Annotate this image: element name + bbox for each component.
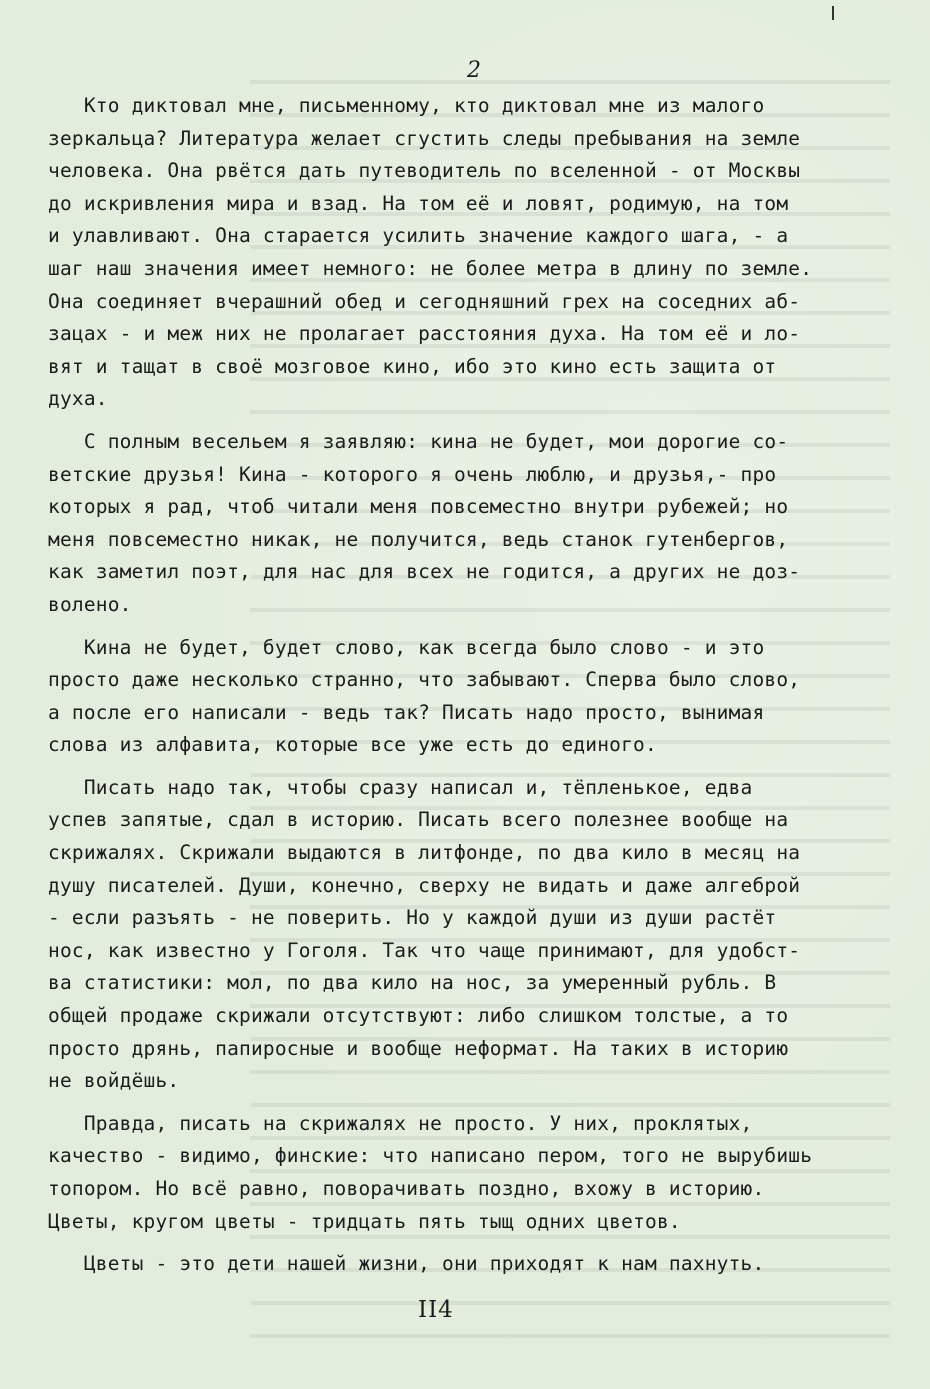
text-line: слова из алфавита, которые все уже есть до единого. (48, 733, 657, 757)
paragraph-5 (48, 1108, 898, 1238)
paragraph-1 (48, 90, 898, 416)
paragraph-6 (48, 1248, 898, 1281)
text-line: которых я рад, чтоб читали меня повсеместно внутри рубежей; но (48, 495, 789, 519)
text-line: нос, как известно у Гоголя. Так что чаще принимают, для удобст- (48, 938, 801, 962)
paragraph-3 (48, 632, 898, 762)
text-line: волено. (48, 592, 132, 616)
text-line: зацах - и меж них не пролагает расстояния духа. На том её и ло- (48, 322, 801, 346)
paragraph-2 (48, 426, 898, 622)
text-line: и улавливают. Она старается усилить значение каждого шага, - а (48, 224, 789, 248)
text-line: меня повсеместно никак, не получится, ведь станок гутенбергов, (48, 527, 789, 551)
text-line: а после его написали - ведь так? Писать надо просто, вынимая (48, 700, 765, 724)
page-number-top: 2 (467, 58, 481, 83)
text-line: скрижалях. Скрижали выдаются в литфонде, по два кило в месяц на (48, 841, 801, 865)
text-line: шаг наш значения имеет немного: не более метра в длину по земле. (48, 256, 813, 280)
text-line: качество - видимо, финские: что написано пером, того не вырубишь (48, 1144, 813, 1168)
text-line: просто дрянь, папиросные и вообще неформат. На таких в историю (48, 1036, 789, 1060)
text-line: Кто диктовал мне, письменному, кто диктовал мне из малого (48, 94, 765, 117)
text-line: Она соединяет вчерашний обед и сегодняшний грех на соседних аб- (48, 289, 801, 313)
text-line: душу писателей. Души, конечно, сверху не видать и даже алгеброй (48, 873, 801, 897)
page-number-bottom: II4 (418, 1297, 454, 1323)
text-line: Цветы, кругом цветы - тридцать пять тыщ одних цветов. (48, 1209, 681, 1233)
text-line: ва статистики: мол, по два кило на нос, за умеренный рубль. В (48, 971, 777, 995)
text-line: до искривления мира и взад. На том её и ловят, родимую, на том (48, 191, 789, 215)
text-line: человека. Она рвётся дать путеводитель по вселенной - от Москвы (48, 159, 801, 183)
text-line: вят и тащат в своё мозговое кино, ибо это кино есть защита от (48, 354, 777, 378)
text-line: просто даже несколько странно, что забывают. Сперва было слово, (48, 668, 801, 692)
text-line: не войдёшь. (48, 1069, 180, 1093)
text-line: - если разъять - не поверить. Но у каждой души из души растёт (48, 906, 777, 930)
text-line: общей продаже скрижали отсутствуют: либо слишком толстые, а то (48, 1004, 789, 1028)
text-line: топором. Но всё равно, поворачивать поздно, вхожу в историю. (48, 1177, 765, 1200)
text-line: С полным весельем я заявляю: кина не будет, мои дорогие со- (48, 429, 789, 453)
text-line: успев запятые, сдал в историю. Писать всего полезнее вообще на (48, 808, 789, 832)
text-line: ветские друзья! Кина - которого я очень люблю, и друзья,- про (48, 462, 777, 486)
margin-mark (832, 6, 834, 20)
text-line: Цветы - это дети нашей жизни, они приходят к нам пахнуть. (48, 1252, 765, 1276)
paragraph-4 (48, 772, 898, 1098)
text-line: Кина не будет, будет слово, как всегда было слово - и это (48, 635, 765, 659)
body-text (48, 90, 898, 1291)
text-line: духа. (48, 387, 108, 411)
text-line: как заметил поэт, для нас для всех не годится, а других не доз- (48, 560, 801, 584)
text-line: Правда, писать на скрижалях не просто. У них, проклятых, (48, 1111, 753, 1135)
text-line: Писать надо так, чтобы сразу написал и, тёпленькое, едва (48, 775, 753, 799)
text-line: зеркальца? Литература желает сгустить следы пребывания на земле (48, 126, 801, 150)
